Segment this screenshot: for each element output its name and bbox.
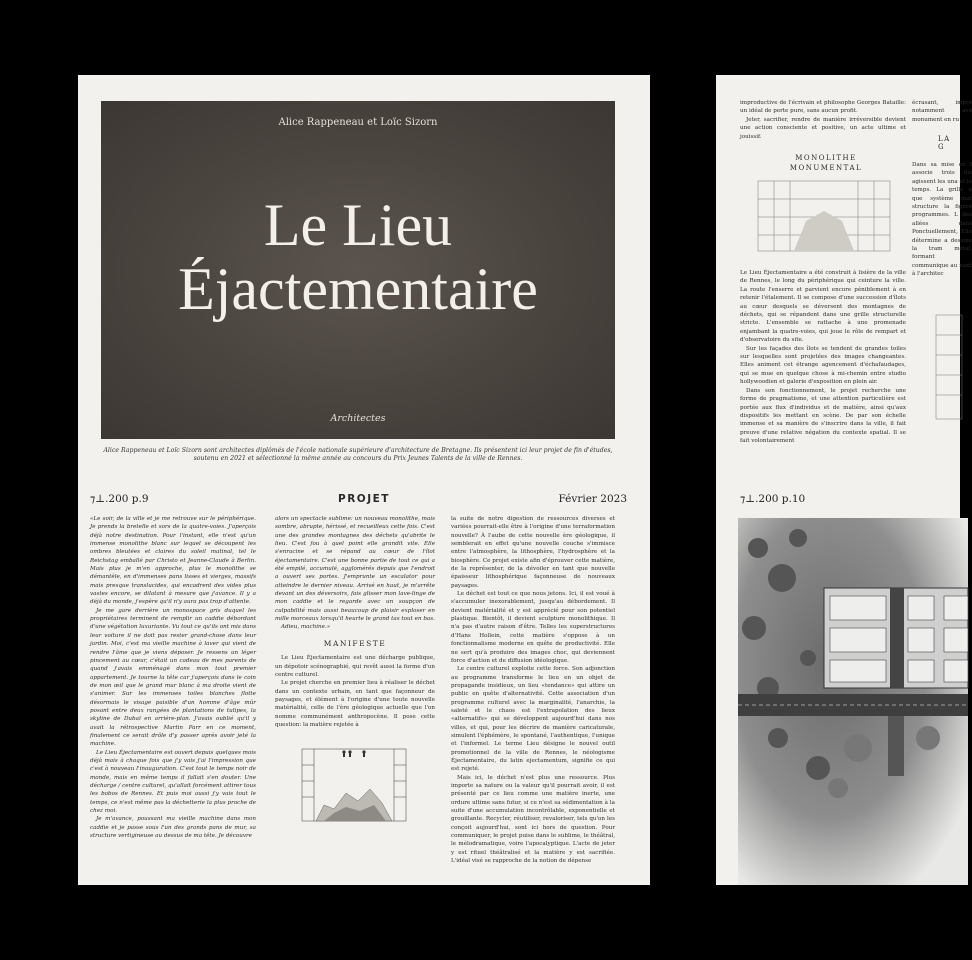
issue-date: Février 2023	[558, 493, 627, 505]
manifeste-heading: MANIFESTE	[323, 638, 387, 648]
right-text-side-top: écrasant, impre notamment ave monument en ru	[912, 100, 972, 123]
caption-line2: soutenu en 2021 et sélectionné la même année au concours du Prix Jeunes Talents de la ville de Rennes.	[193, 455, 523, 463]
right-text-top	[740, 99, 906, 141]
hero-caption	[101, 447, 615, 464]
paragraph: Le centre culturel exploite cette force. Son adjonction au programme transforme le lieu en un objet de propagande insidieux, un lieu «tendance» qui attire un public en quête d'alternativité. Cette association d'un programme culturel avec la marginalité, l'anarchie, la saleté et le chaos est l'extrapolation des lieux «alternatifs» qui se développent aujourd'hui dans nos villes, et qui, pour les décrire de manière caricaturale, simulent l'éphémère, le spontané, l'authentique, l'unique et l'informel. Le terme Lieu désigne le nouvel outil promotionnel de la ville de Rennes, le néologisme Éjectamentaire, du latin ejectamentum, signifie ce qui est rejeté.	[451, 666, 615, 773]
paragraph: Le déchet est tout ce que nous jetons. Ici, il est voué à s'accumuler inexorablement, jusqu'au débordement. Il devient matérialité et y est apprécié pour son potentiel plastique. Bientôt, il devient sculpture monolithique. Il n'a pas d'autre raison d'être. Telles les superstructures d'Hans Hollein, cette matière s'oppose à un fonctionnalisme moderne en quête de productivité. Elle ne sert qu'à produire des images choc, qui deviennent force d'action et de diffusion idéologique.	[451, 591, 615, 664]
right-page	[716, 75, 972, 885]
paragraph: Je m'avance, poussant ma vieille machine dans mon caddie et je passe sous l'un des grands pans de mur, sa structure vertigineuse au dessus de ma tête. Je découvre	[90, 816, 256, 840]
paragraph: improductive de l'écrivain et philosophe Georges Bataille: un idéal de perte pure, sans aucun profit.	[740, 100, 906, 115]
text-column-1	[90, 515, 256, 840]
hero-panel	[101, 101, 615, 439]
paragraph: Le Lieu Éjectamentaire est ouvert depuis quelques mois déjà mais à chaque fois que j'y vais j'ai l'impression que c'est à nouveau l'inauguration. C'est tout le temps noir de monde, mais en même temps il fallait s'en douter. Une décharge / centre culturel, qu'allait forcément attirer tous les bobos de Rennes. Et puis moi aussi j'y vais tout le temps, ce n'est même pas la déchetterie la plus proche de chez moi.	[90, 749, 256, 815]
hero-title	[101, 193, 615, 321]
paragraph: Le projet cherche en premier lieu à réaliser le déchet dans un contexte urbain, en tant que façonneur de paysages, et élément à l'origine d'une toute nouvelle matérialité, celle de l'ère géologique actuelle que l'on nomme communément anthropocène. Il pose cette question: la matière rejetée à	[275, 680, 435, 728]
hero-title-line1: Le Lieu	[263, 192, 453, 258]
caption-line1: Alice Rappeneau et Loïc Sizorn sont architectes diplômés de l'école nationale supérieure d'architecture de Bretagne. Ils présentent ici leur projet de fin d'études,	[103, 447, 613, 454]
paragraph: Jeter, sacrifier, rendre de manière irréversible devient une action consciente et positive, un acte ultime et jouissif.	[740, 116, 906, 140]
left-page	[78, 75, 650, 885]
hero-title-line2: Éjactementaire	[178, 256, 538, 322]
paragraph: Le Lieu Éjectamentaire est une décharge publique, un dépotoir scénographié, qui revêt aussi la forme d'un centre culturel.	[275, 655, 435, 678]
right-text-main	[740, 269, 906, 446]
paragraph: alors un spectacle sublime: un nouveau monolithe, mais sombre, abrupte, hérissé, et recueilleux cette fois. C'est une des grandes montagnes des déchets qu'abrite le lieu. C'est fou à quel point elle grandit vite. Elle s'enracine et se répand au cœur de l'îlot éjectamentaire. C'est une bonne partie de tout ce qui a été empilé, accumulé, agglomérés depuis que l'endroit a ouvert ses portes. J'emprunte un escalator pour atteindre le dernier niveau. Arrivé en haut, je m'arrête devant un des déversoirs, fais glisser mon lave-linge de mon caddie et le regarde avec un soupçon de culpabilité mais aussi beaucoup de plaisir exploser en mille morceaux lorsqu'il heurte le grand tas tout en bas.	[275, 516, 435, 623]
tower-drawing	[932, 311, 962, 421]
paragraph: Le Lieu Éjectamentaire a été construit à lisière de la ville de Rennes, le long du périphérique qui ceinture la ville. La route l'enserre et parvient encore péniblement à en retenir l'étalement. Il se compose d'une succession d'îlots au cœur desquels se déversent des montagnes de déchets, qui se répandent dans une grille structurelle stricte. L'ensemble se rattache à une promenade enjambant la quatre-voies, qui joue le rôle de rempart et d'observatoire du site.	[740, 270, 906, 344]
paragraph: Je me gare derrière un monospace gris duquel les propriétaires terminent de remplir un caddie débordant d'une végétation luxuriante. Vu tout ce qu'ils ont mis dans leur voiture il ne doit pas rester grand-chose dans leur jardin. Moi, c'est ma vieille machine à laver qui vient de rendre l'âme que je viens déposer. Je ressens un léger pincement au cœur, c'était un cadeau de mes parents de quand j'avais emménagé dans mon tout premier appartement. Je tourne la tête car j'aperçois dans le coin de mon œil que le grand mur blanc à ma droite vient de s'animer. Sur les immenses toiles blanches flotte désormais le visage paisible d'un homme d'âge mûr posant entre deux rangées de plantations de tulipes, la skyline de Dubaï en arrière-plan. J'avais oublié qu'il y avait la rétrospective Martin Parr en ce moment, finalement ce serait drôle d'y passer après avoir jeté la machine.	[90, 607, 256, 748]
page-folio: ⁊⊥.200 p.10	[740, 493, 806, 505]
hero-authors: Alice Rappeneau et Loïc Sizorn	[278, 117, 438, 128]
right-text-side: Dans sa mise en f associe trois dis agissent les una et le temps. La grille e que système mat structure la figure programmes. L des allées dans Ponctuellement, Elle détermine a dessine la tram métal, formant communique au nant à l'architec	[912, 162, 972, 278]
page-folio: ⁊⊥.200 p.9	[90, 493, 149, 505]
signoff: Adieu, machine.»	[281, 624, 331, 631]
heading-line2: MONUMENTAL	[789, 164, 863, 172]
paragraph: la suite de notre digestion de ressources diverses et variées pourrait-elle être à l'origine d'une terraformation nouvelle? À l'aube de cette nouvelle ère géologique, il semblerait en effet qu'une nouvelle couche s'immisce entre l'atmosphère, la lithosphère, l'hydrosphère et la biosphère. Ce projet existe afin d'éprouver cette matière, de la représenter, de la dévoiler en tant que nouvelle épaisseur lithosphérique façonneuse de nouveaux paysages.	[451, 516, 615, 589]
monolithe-heading	[756, 153, 896, 173]
paragraph: Mais ici, le déchet n'est plus une ressource. Plus importe sa nature ou la valeur qu'il pourrait avoir, il est présenté par ce lieu comme une matière inerte, une ordure ultime sans futur, si ce n'est sa sédimentation à la suite d'une accumulation incontrôlable, exponentielle et grouillante. Recycler, réutiliser, revaloriser, tels qu'on les conçoit aujourd'hui, sont ici hors de question. Pour communiquer, le projet puise dans le sublime, le théâtral, le mélodramatique, voire l'apocalyptique. L'acte de jeter y est rituel théâtralisé et la matière y est sacrifiée. L'idéal visé se rapproche de la notion de dépense	[451, 774, 615, 865]
paragraph: «Le soir, de la ville et je me retrouve sur le périphérique. Je prends la bretelle et sors de la quatre-voies. J'aperçois déjà notre destination. Pour l'instant, elle n'est qu'un immense monolithe blanc sur lequel se découpent les ombres bleutées et claires du soleil matinal, tel le Reichstag emballé par Christo et Jeanne-Claude à Berlin. Mais plus je m'en approche, plus le monolithe se démantèle, en d'immenses pans lisses et vierges, massifs mais presque translucides, qui encadrent des vides plus vastes encore, se dilatant à mesure que j'avance. Il y a déjà du monde, j'espère qu'il n'y aura pas trop d'attente.	[90, 516, 256, 606]
paragraph: Sur les façades des îlots se tendent de grandes toiles sur lesquelles sont projetées des images changeantes. Elles animent cet étrange agencement d'échafaudages, qui se mue en quelque chose à mi-chemin entre studio hollywoodien et galerie d'exposition en plein air.	[740, 345, 906, 386]
text-column-3	[451, 515, 615, 865]
hero-subtitle: Architectes	[330, 413, 386, 424]
text-column-2	[275, 515, 435, 729]
section-drawing	[294, 735, 414, 835]
side-heading: LA G	[938, 135, 951, 151]
elevation-drawing	[754, 175, 894, 255]
section-title: PROJET	[338, 493, 390, 505]
paragraph: Dans son fonctionnement, le projet recherche une forme de pragmatisme, et une attention particulière est portée aux flux d'individus et de matière, ainsi qu'aux dispositifs les mettant en scène. De par son échelle immense et sa manière de s'inscrire dans la ville, il fait preuve d'une relative négation du contexte spatial. Il se fait volontairement	[740, 387, 906, 445]
aerial-site-plan	[738, 518, 968, 885]
heading-line1: MONOLITHE	[795, 154, 857, 162]
